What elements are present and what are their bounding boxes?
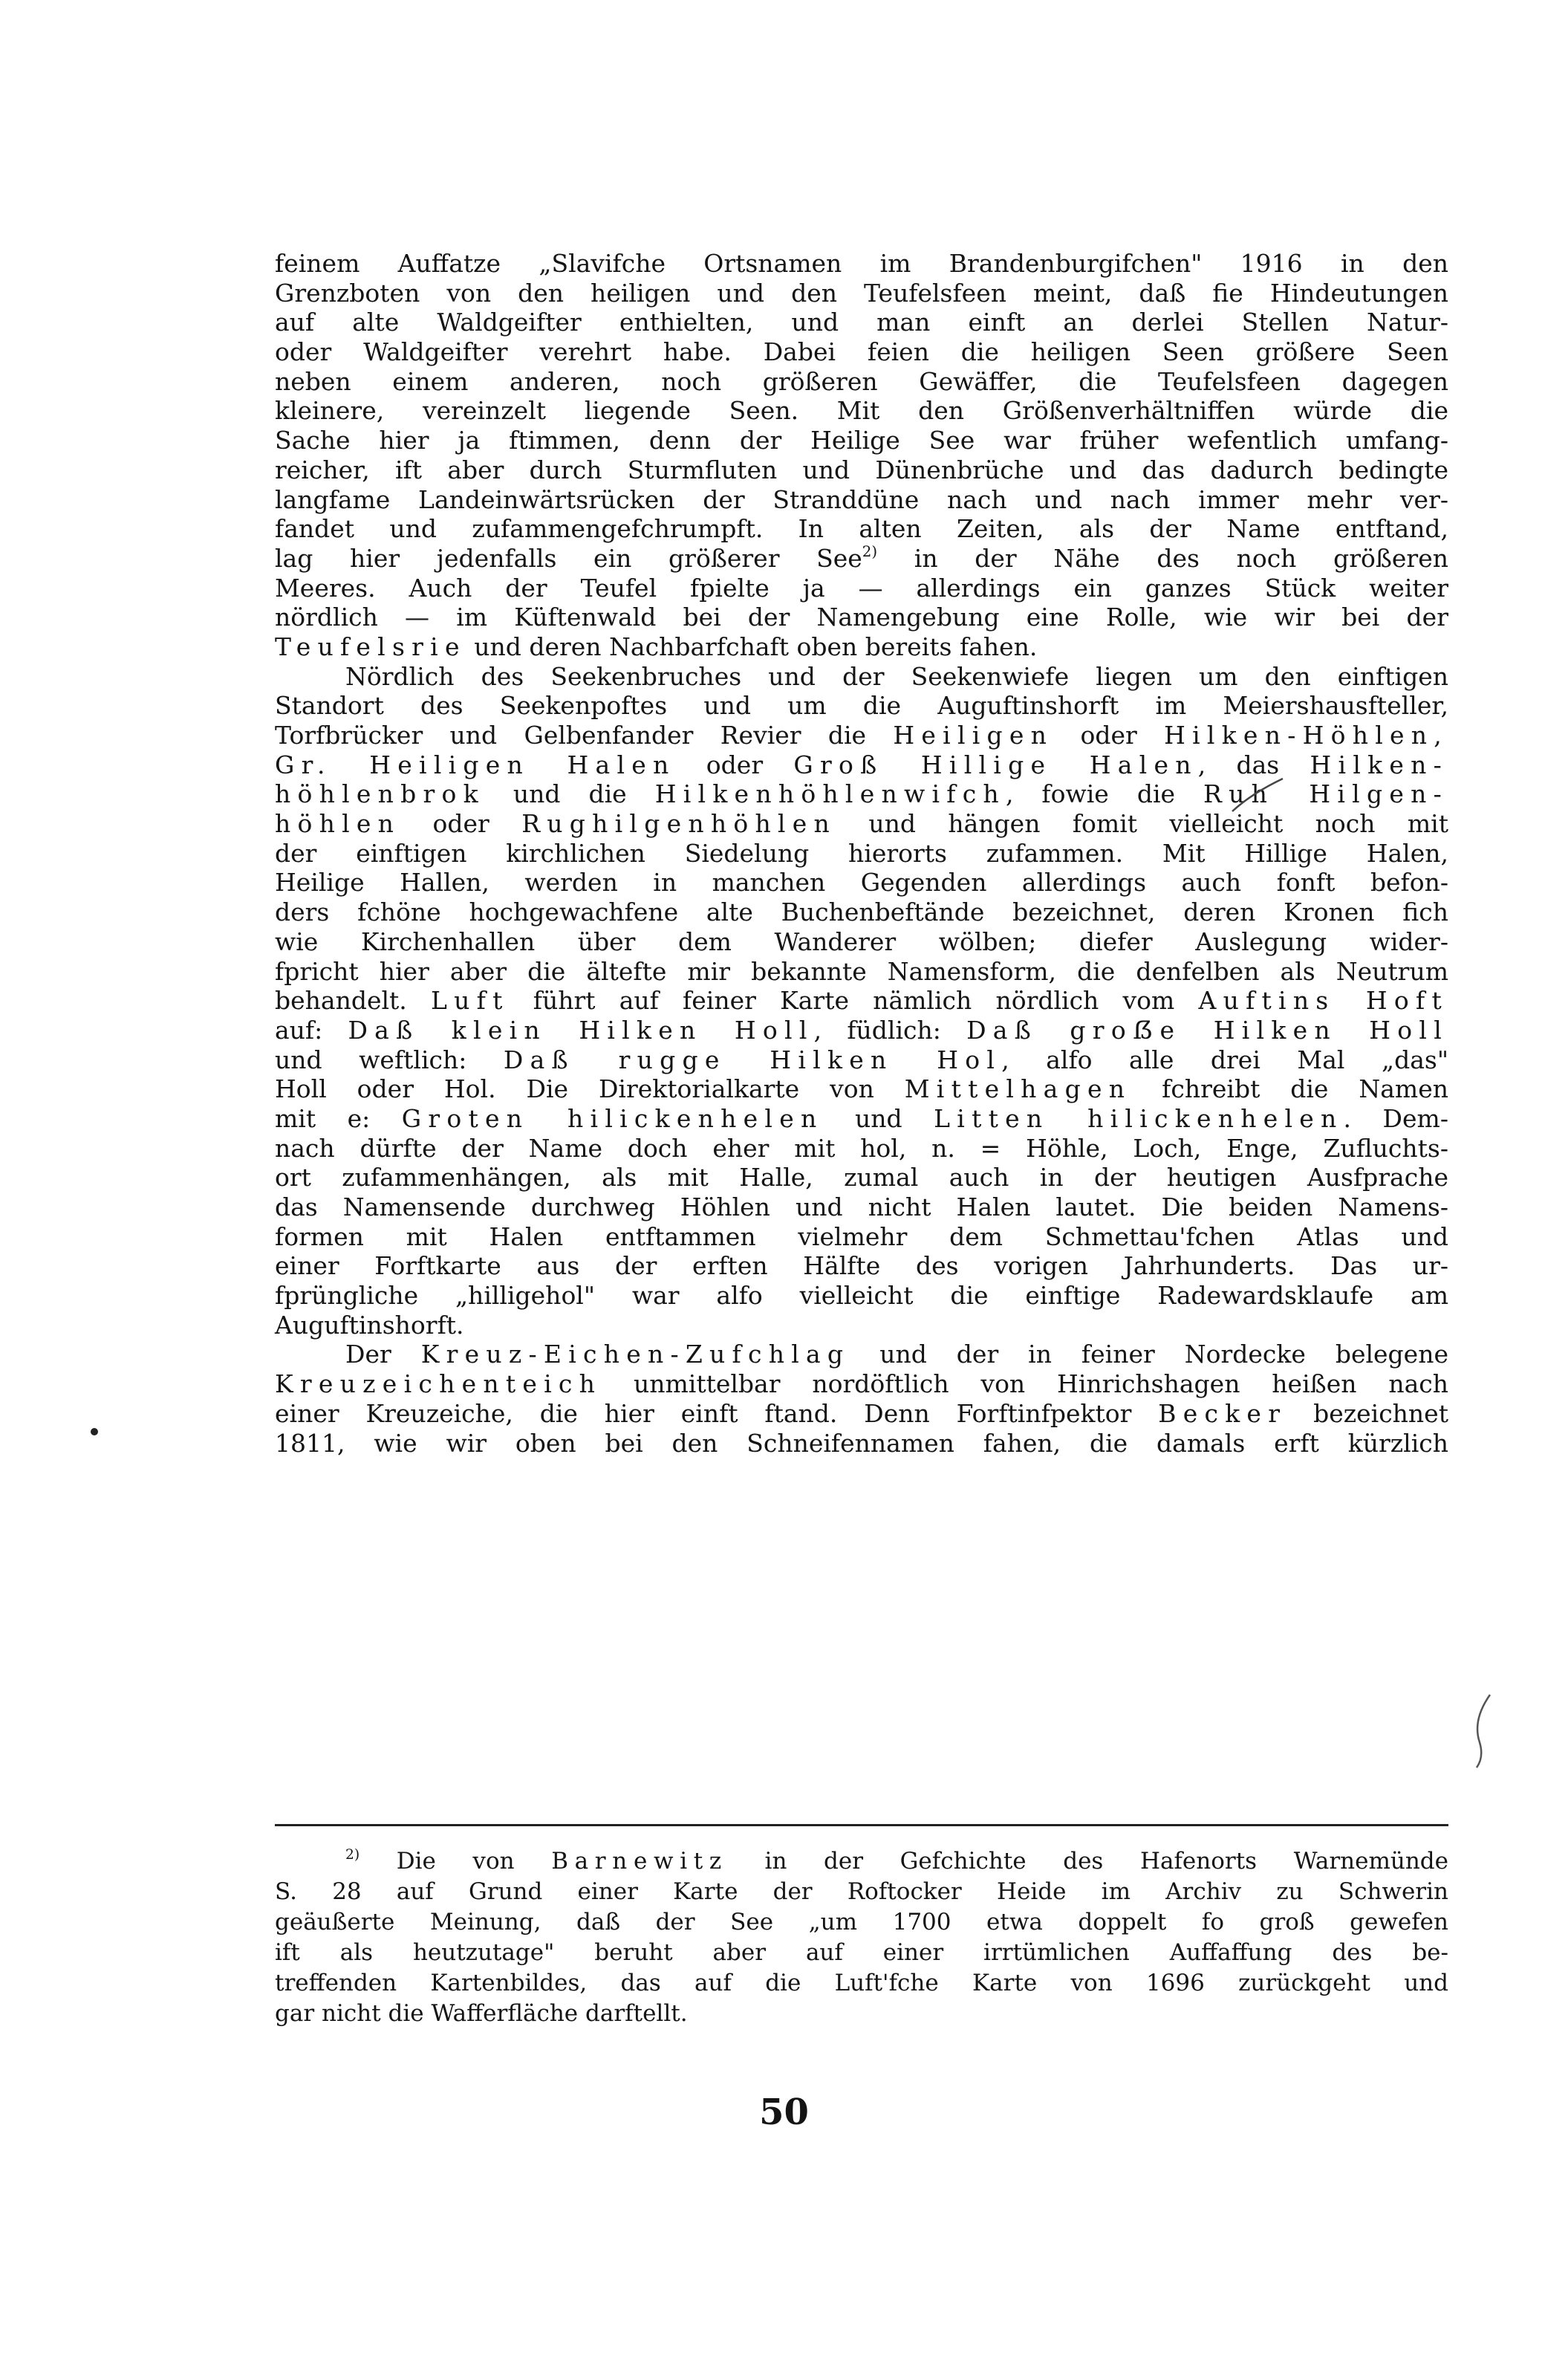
pencil-mark	[1229, 773, 1289, 817]
spaced-name: Hilken-	[1310, 750, 1448, 779]
footnote-marker: 2)	[345, 1846, 360, 1863]
text-run: fchreibt die Namen	[1131, 1074, 1448, 1104]
text-run: auf alte Waldgeifter enthielten, und man einft an derlei Stellen Natur-	[275, 308, 1448, 337]
footnote	[275, 1846, 1448, 2029]
text-run: neben einem anderen, noch größeren Gewäffer, die Teufelsfeen dagegen	[275, 366, 1448, 396]
text-line	[275, 1907, 1448, 1938]
text-line	[275, 1429, 1448, 1458]
spaced-name: Gr. Heiligen Halen	[275, 750, 676, 779]
text-run: auf:	[275, 1015, 348, 1045]
text-run: reicher, ift aber durch Sturmfluten und Dünenbrüche und das dadurch bedingte	[275, 455, 1448, 484]
text-run: und	[823, 1103, 934, 1133]
footnote-ref: 2)	[862, 543, 878, 561]
text-run: der einftigen kirchlichen Siedelung hierorts zufammen. Mit Hillige Halen,	[275, 838, 1448, 868]
spaced-name: Daß rugge Hilken Hol	[503, 1045, 1002, 1074]
text-line	[275, 662, 1448, 692]
text-run: oder Waldgeifter verehrt habe. Dabei feien die heiligen Seen größere Seen	[275, 337, 1448, 367]
spaced-name: Daß groẞe Hilken Holl	[966, 1015, 1449, 1045]
text-line	[275, 1311, 1448, 1340]
text-run: formen mit Halen entftammen vielmehr dem Schmettau'fchen Atlas und	[275, 1221, 1448, 1251]
text-run: . Dem-	[1343, 1103, 1448, 1133]
text-run: Torfbrücker und Gelbenfander Revier die	[275, 721, 894, 750]
text-line	[275, 455, 1448, 485]
text-run: behandelt.	[275, 986, 431, 1016]
text-line	[275, 1222, 1448, 1252]
text-line	[275, 367, 1448, 397]
text-run: langfame Landeinwärtsrücken der Stranddüne nach und nach immer mehr ver-	[275, 484, 1448, 514]
text-run: und weftlich:	[275, 1045, 504, 1074]
text-run: gar nicht die Wafferfläche darftellt.	[275, 2000, 688, 2027]
text-run: nach dürfte der Name doch eher mit hol, n. = Höhle, Loch, Enge, Zufluchts-	[275, 1133, 1448, 1163]
text-run: , alfo alle drei Mal „das"	[1001, 1045, 1448, 1074]
paragraph	[275, 1340, 1448, 1458]
text-run: Auguftinshorft.	[275, 1310, 464, 1340]
text-run: einer Forftkarte aus der erften Hälfte des vorigen Jahrhunderts. Das ur-	[275, 1251, 1448, 1281]
text-line	[275, 1074, 1448, 1104]
text-line	[275, 986, 1448, 1016]
text-run: und hängen fomit vielleicht noch mit	[836, 809, 1448, 839]
text-line	[275, 574, 1448, 603]
spaced-name: Mittelhagen	[904, 1074, 1132, 1104]
text-run: führt auf feiner Karte nämlich nördlich vom	[509, 986, 1199, 1016]
text-run: das Namensende durchweg Höhlen und nicht Halen lautet. Die beiden Namens-	[275, 1192, 1448, 1221]
text-line	[275, 485, 1448, 515]
spaced-name: Ruh Hilgen-	[1203, 779, 1448, 809]
spaced-name: Heiligen	[893, 721, 1054, 750]
text-run: 1811, wie wir oben bei den Schneifennamen fahen, die damals erft kürzlich	[275, 1428, 1448, 1458]
pencil-mark	[1469, 1690, 1499, 1772]
text-run: oder	[1053, 721, 1165, 750]
text-line	[275, 1369, 1448, 1399]
spaced-name: Kreuzeichenteich	[275, 1369, 602, 1399]
text-run: in der Gefchichte des Hafenorts Warnemünde	[727, 1848, 1448, 1875]
text-run: ift als heutzutage" beruht aber auf einer irrtümlichen Auffaffung des be-	[275, 1939, 1448, 1966]
text-line	[275, 1399, 1448, 1429]
text-run: treffenden Kartenbildes, das auf die Luft'fche Karte von 1696 zurückgeht und	[275, 1970, 1448, 1996]
text-line	[275, 1846, 1448, 1877]
text-line	[275, 839, 1448, 869]
text-line	[275, 1340, 1448, 1369]
spaced-name: Hilken-Höhlen,	[1164, 721, 1448, 750]
text-line	[275, 308, 1448, 337]
spaced-name: höhlen	[275, 809, 401, 839]
text-run: fprüngliche „hilligehol" war alfo vielleicht die einftige Radewardsklaufe am	[275, 1281, 1448, 1311]
text-line	[275, 1192, 1448, 1222]
text-run: Der	[345, 1340, 421, 1369]
text-run: unmittelbar nordöftlich von Hinrichshagen heißen nach	[602, 1369, 1448, 1399]
text-line	[275, 1163, 1448, 1192]
text-run: und der in feiner Nordecke belegene	[850, 1340, 1448, 1369]
text-run: , fowie die	[1005, 779, 1204, 809]
spaced-name: Barnewitz	[551, 1848, 728, 1875]
text-run: fpricht hier aber die ältefte mir bekannte Namensform, die denfelben als Neutrum	[275, 956, 1448, 986]
text-line	[275, 337, 1448, 367]
text-run: , füdlich:	[813, 1015, 967, 1045]
spaced-name: Auftins Hoft	[1198, 986, 1448, 1016]
text-run: Sache hier ja ftimmen, denn der Heilige See war früher wefentlich umfang-	[275, 426, 1448, 455]
text-run: lag hier jedenfalls ein größerer See	[275, 543, 862, 573]
text-line	[275, 396, 1448, 426]
text-line	[275, 514, 1448, 544]
text-run: nördlich — im Küftenwald bei der Namengebung eine Rolle, wie wir bei der	[275, 603, 1448, 632]
footnote-rule	[275, 1824, 1448, 1826]
spaced-name: höhlenbrok	[275, 779, 485, 809]
spaced-name: Rughilgenhöhlen	[521, 809, 836, 839]
text-run: einer Kreuzeiche, die hier einft ftand. Denn Forftinfpektor	[275, 1398, 1159, 1428]
speck	[89, 1427, 100, 1437]
text-line	[275, 1999, 1448, 2029]
spaced-name: Luft	[430, 986, 510, 1016]
text-line	[275, 1968, 1448, 1999]
spaced-name: Becker	[1158, 1398, 1287, 1428]
text-run: ort zufammenhängen, als mit Halle, zumal auch in der heutigen Ausfprache	[275, 1163, 1448, 1192]
text-run: Standort des Seekenpoftes und um die Auguftinshorft im Meiershausfteller,	[275, 691, 1448, 721]
text-line	[275, 632, 1448, 662]
text-run: oder	[675, 750, 794, 779]
text-line	[275, 544, 1448, 574]
text-line	[275, 1938, 1448, 1968]
text-run: und deren Nachbarfchaft oben bereits fahen.	[466, 632, 1038, 661]
text-run: feinem Auffatze „Slavifche Ortsnamen im Brandenburgifchen" 1916 in den	[275, 249, 1448, 278]
text-run: S. 28 auf Grund einer Karte der Roftocker Heide im Archiv zu Schwerin	[275, 1878, 1448, 1905]
text-line	[275, 1281, 1448, 1311]
text-line	[275, 1016, 1448, 1045]
spaced-name: Teufelsrie	[275, 632, 466, 661]
text-line	[275, 898, 1448, 927]
text-run: ders fchöne hochgewachfene alte Buchenbeftände bezeichnet, deren Kronen fich	[275, 898, 1448, 927]
spaced-name: Kreuz-Eichen-Zufchlag	[420, 1340, 850, 1369]
text-line	[275, 1045, 1448, 1075]
spaced-name: Litten hilickenhelen	[934, 1103, 1344, 1133]
text-run: oder	[400, 809, 522, 839]
text-run: Die von	[360, 1848, 552, 1875]
text-line	[275, 279, 1448, 308]
text-run: mit e:	[275, 1103, 402, 1133]
text-run: in der Nähe des noch größeren	[877, 543, 1448, 573]
text-run: und die	[484, 779, 655, 809]
body-text	[275, 249, 1448, 1458]
spaced-name: Hilkenhöhlenwifch	[654, 779, 1006, 809]
text-run: Meeres. Auch der Teufel fpielte ja — allerdings ein ganzes Stück weiter	[275, 573, 1448, 603]
spaced-name: Groß Hillige Halen	[793, 750, 1198, 779]
text-run: , das	[1197, 750, 1310, 779]
text-line	[275, 1104, 1448, 1134]
paragraph	[275, 662, 1448, 1340]
text-run: bezeichnet	[1286, 1398, 1448, 1428]
text-run: fandet und zufammengefchrumpft. In alten Zeiten, als der Name entftand,	[275, 514, 1448, 544]
text-run: Grenzboten von den heiligen und den Teufelsfeen meint, daß fie Hindeutungen	[275, 278, 1448, 308]
spaced-name: Groten hilickenhelen	[401, 1103, 824, 1133]
text-line	[275, 426, 1448, 455]
text-line	[275, 957, 1448, 987]
text-line	[275, 868, 1448, 898]
text-run: kleinere, vereinzelt liegende Seen. Mit den Größenverhältniffen würde die	[275, 396, 1448, 426]
text-line	[275, 721, 1448, 750]
text-line	[275, 1134, 1448, 1164]
text-line	[275, 691, 1448, 721]
text-line	[275, 249, 1448, 279]
text-run: Nördlich des Seekenbruches und der Seekenwiefe liegen um den einftigen	[345, 661, 1448, 691]
text-line	[275, 1877, 1448, 1907]
text-run: wie Kirchenhallen über dem Wanderer wölben; diefer Auslegung wider-	[275, 927, 1448, 956]
text-run: geäußerte Meinung, daß der See „um 1700 etwa doppelt fo groß gewefen	[275, 1909, 1448, 1935]
page-number: 50	[759, 2091, 809, 2133]
text-run: Heilige Hallen, werden in manchen Gegenden allerdings auch fonft befon-	[275, 868, 1448, 898]
text-run: Holl oder Hol. Die Direktorialkarte von	[275, 1074, 905, 1104]
text-line	[275, 927, 1448, 957]
text-line	[275, 603, 1448, 632]
text-line	[275, 1251, 1448, 1281]
paragraph	[275, 249, 1448, 662]
spaced-name: Daß klein Hilken Holl	[348, 1015, 814, 1045]
